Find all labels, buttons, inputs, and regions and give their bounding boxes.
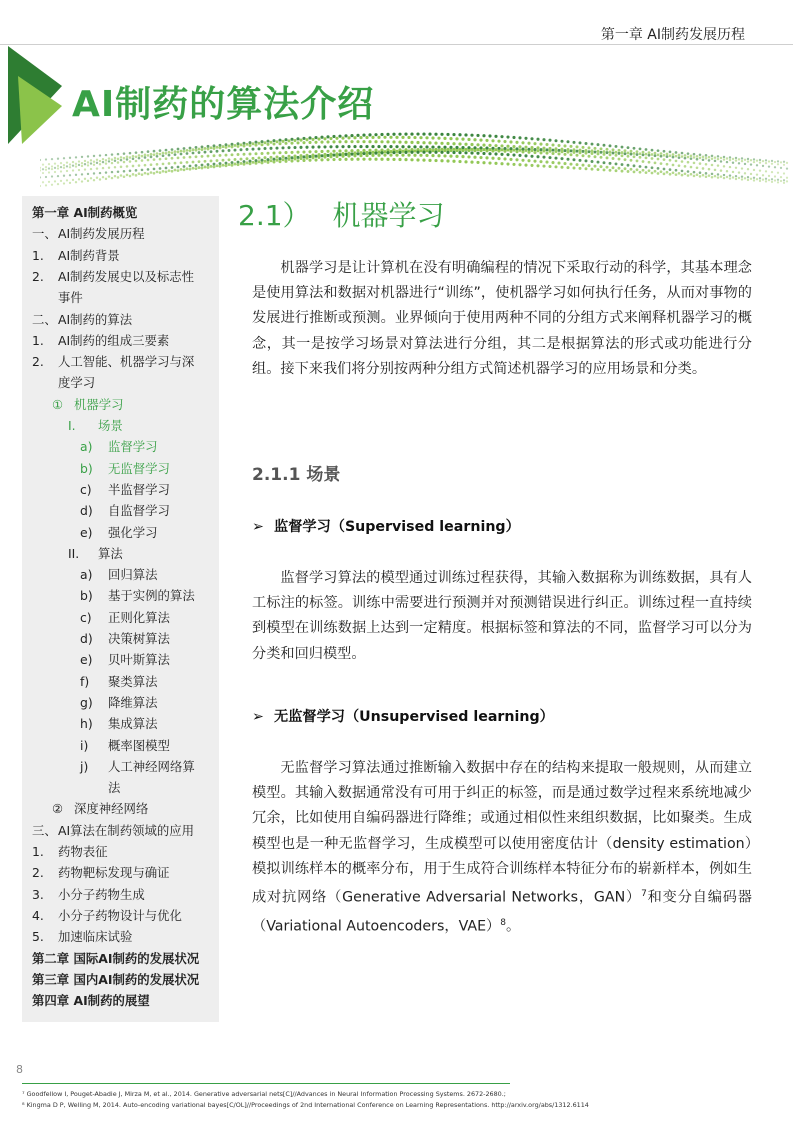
toc-item-number: b) [80, 460, 93, 476]
toc-item-label: 度学习 [58, 375, 96, 391]
running-header: 第一章 AI制药发展历程 [600, 27, 745, 43]
toc-item-number: g) [80, 694, 93, 710]
footnote-ref-8[interactable]: 8 [500, 917, 506, 928]
toc-item-number: c) [80, 609, 92, 625]
toc-item-number: d) [80, 631, 93, 646]
toc-item-number: j) [80, 758, 89, 774]
supervised-heading [252, 516, 520, 536]
toc-item-number: i) [80, 737, 89, 753]
arrow-bullet-icon: ➢ [252, 709, 264, 725]
unsupervised-paragraph-text: 无监督学习算法通过推断输入数据中存在的结构来提取一般规则，从而建立模型。其输入数据通常没有可用于纠正的标签，而是通过数学过程来系统地减少冗余，比如使用自编码器进行降维；或通过相似性来组织数据，比如聚类。生成模型也是一种无监督学习，生成模型可以使用密度估计（density estimation）模拟训练样本的概率分布，用于生成符合训练样本特征分布的崭新样本，例如生成对抗网络（Generative Adversarial Networks，GAN） [252, 760, 752, 906]
section-number: 2.1） [238, 199, 311, 232]
toc-item-number: e) [80, 652, 93, 668]
section-title: 机器学习 [332, 199, 445, 232]
section-heading [238, 194, 445, 234]
toc-item-number: 1. [32, 332, 44, 348]
toc-item-label: 药物表征 [58, 844, 108, 859]
intro-paragraph: 机器学习是让计算机在没有明确编程的情况下采取行动的科学，其基本理念是使用算法和数据对机器进行“训练”，使机器学习如何执行任务，从而对事物的发展进行推断或预测。业界倾向于使用两种不同的分组方式来阐释机器学习的概念，其一是按学习场景对算法进行分组，其二是根据算法的形式或功能进行分组。接下来我们将分别按两种分组方式简述机器学习的应用场景和分类。 [252, 260, 752, 377]
toc-item-label: 聚类算法 [108, 673, 158, 689]
toc-item-label: AI制药背景 [58, 247, 120, 263]
toc-item-number: 3. [32, 886, 44, 902]
toc-item-label: 贝叶斯算法 [108, 652, 170, 668]
table-of-contents [22, 196, 219, 1022]
unsupervised-heading-text: 无监督学习（Unsupervised learning） [274, 709, 554, 725]
page-number: 8 [16, 1063, 23, 1076]
toc-item-label: 强化学习 [108, 524, 158, 540]
toc-item-label: AI制药发展历程 [58, 226, 145, 242]
unsupervised-paragraph [252, 756, 752, 940]
unsupervised-paragraph-mid: 和变分自编码器（Variational Autoencoders，VAE） [252, 889, 752, 935]
toc-item-label: 无监督学习 [108, 460, 170, 476]
toc-item-label: AI制药的组成三要素 [58, 332, 170, 348]
toc-item-number: a) [80, 567, 93, 583]
toc-item-number: c) [80, 481, 92, 497]
toc-item-label: 药物靶标发现与确证 [58, 865, 170, 881]
toc-item-label: 第一章 AI制药概览 [32, 205, 138, 220]
toc-item-label: AI制药发展史以及标志性 [58, 268, 195, 284]
toc-item-number: 二、 [32, 311, 57, 327]
toc-item-label: 第四章 AI制药的展望 [32, 993, 150, 1009]
supervised-paragraph: 监督学习算法的模型通过训练过程获得，其输入数据称为训练数据，具有人工标注的标签。训练中需要进行预测并对预测错误进行纠正。训练过程一直持续到模型在训练数据上达到一定精度。根据标签和算法的不同，监督学习可以分为分类和回归模型。 [252, 570, 752, 662]
toc-item-number: 2. [32, 268, 44, 284]
dot-wave-decoration [40, 128, 790, 190]
toc-item-number: d) [80, 503, 93, 519]
toc-item-number: ② [52, 801, 64, 817]
toc-item-label: 机器学习 [74, 396, 124, 412]
toc-item-number: h) [80, 716, 93, 732]
toc-item-number: 1. [32, 247, 44, 263]
footnote-8: ⁸ Kingma D P, Welling M, 2014. Auto-encoding variational bayes[C/OL]//Proceedings of 2nd International Conference on Learning Representations. http://arxiv.org/abs/1312.6114 [22, 1101, 589, 1109]
toc-item-label: AI算法在制药领域的应用 [58, 822, 195, 838]
toc-item-label: 正则化算法 [108, 609, 170, 625]
toc-item-number: 一、 [32, 226, 57, 242]
header-rule [0, 44, 793, 45]
toc-item-number: e) [80, 524, 93, 540]
toc-item-label: 基于实例的算法 [108, 588, 195, 604]
subsection-heading: 2.1.1 场景 [252, 465, 341, 485]
toc-item-label: 人工神经网络算 [108, 758, 195, 774]
toc-item-label: 概率图模型 [108, 737, 170, 753]
toc-item-label: 自监督学习 [108, 503, 170, 519]
toc-item-label: 监督学习 [108, 439, 158, 455]
toc-item-label: 算法 [98, 545, 123, 561]
arrow-bullet-icon: ➢ [252, 519, 264, 535]
toc-item-label: 回归算法 [108, 567, 158, 583]
toc-item-label: 小分子药物设计与优化 [58, 907, 182, 923]
toc-item-label: 深度神经网络 [74, 801, 149, 817]
toc-item-number: 4. [32, 907, 44, 923]
toc-item-number: 2. [32, 354, 44, 370]
footnote-rule [22, 1083, 510, 1084]
unsupervised-heading [252, 706, 554, 726]
toc-item-number: ① [52, 396, 64, 412]
toc-item-label: 降维算法 [108, 694, 158, 710]
toc-item-label: 法 [108, 780, 121, 796]
toc-item-label: 加速临床试验 [58, 929, 133, 945]
toc-item-label: 小分子药物生成 [58, 886, 145, 902]
toc-item-label: 场景 [98, 418, 123, 433]
footnote-7: ⁷ Goodfellow I, Pouget-Abadie J, Mirza M, et al., 2014. Generative adversarial nets[C]//Advances in Neural Information Processing Systems. 2672-2680.; [22, 1090, 506, 1098]
toc-item-label: 第二章 国际AI制药的发展状况 [32, 950, 200, 966]
toc-item-label: 决策树算法 [108, 631, 170, 646]
toc-item-label: 人工智能、机器学习与深 [58, 354, 195, 370]
toc-item-number: I. [68, 418, 76, 433]
toc-item-label: 第三章 国内AI制药的发展状况 [32, 971, 200, 987]
toc-item-number: 2. [32, 865, 44, 881]
toc-item-number: 1. [32, 844, 44, 859]
toc-item-number: 三、 [32, 822, 57, 838]
toc-item-number: f) [80, 673, 90, 689]
toc-item-label: 事件 [58, 290, 83, 306]
page-title: AI制药的算法介绍 [72, 84, 375, 125]
toc-item-number: 5. [32, 929, 44, 945]
supervised-heading-text: 监督学习（Supervised learning） [274, 519, 520, 535]
unsupervised-paragraph-end: 。 [505, 918, 521, 935]
toc-item-label: AI制药的算法 [58, 311, 133, 327]
footnote-ref-7[interactable]: 7 [641, 889, 647, 900]
toc-item-number: b) [80, 588, 93, 604]
toc-item-label: 半监督学习 [108, 481, 170, 497]
toc-item-label: 集成算法 [108, 716, 158, 732]
toc-item-number: a) [80, 439, 93, 455]
toc-item-number: II. [68, 545, 80, 561]
